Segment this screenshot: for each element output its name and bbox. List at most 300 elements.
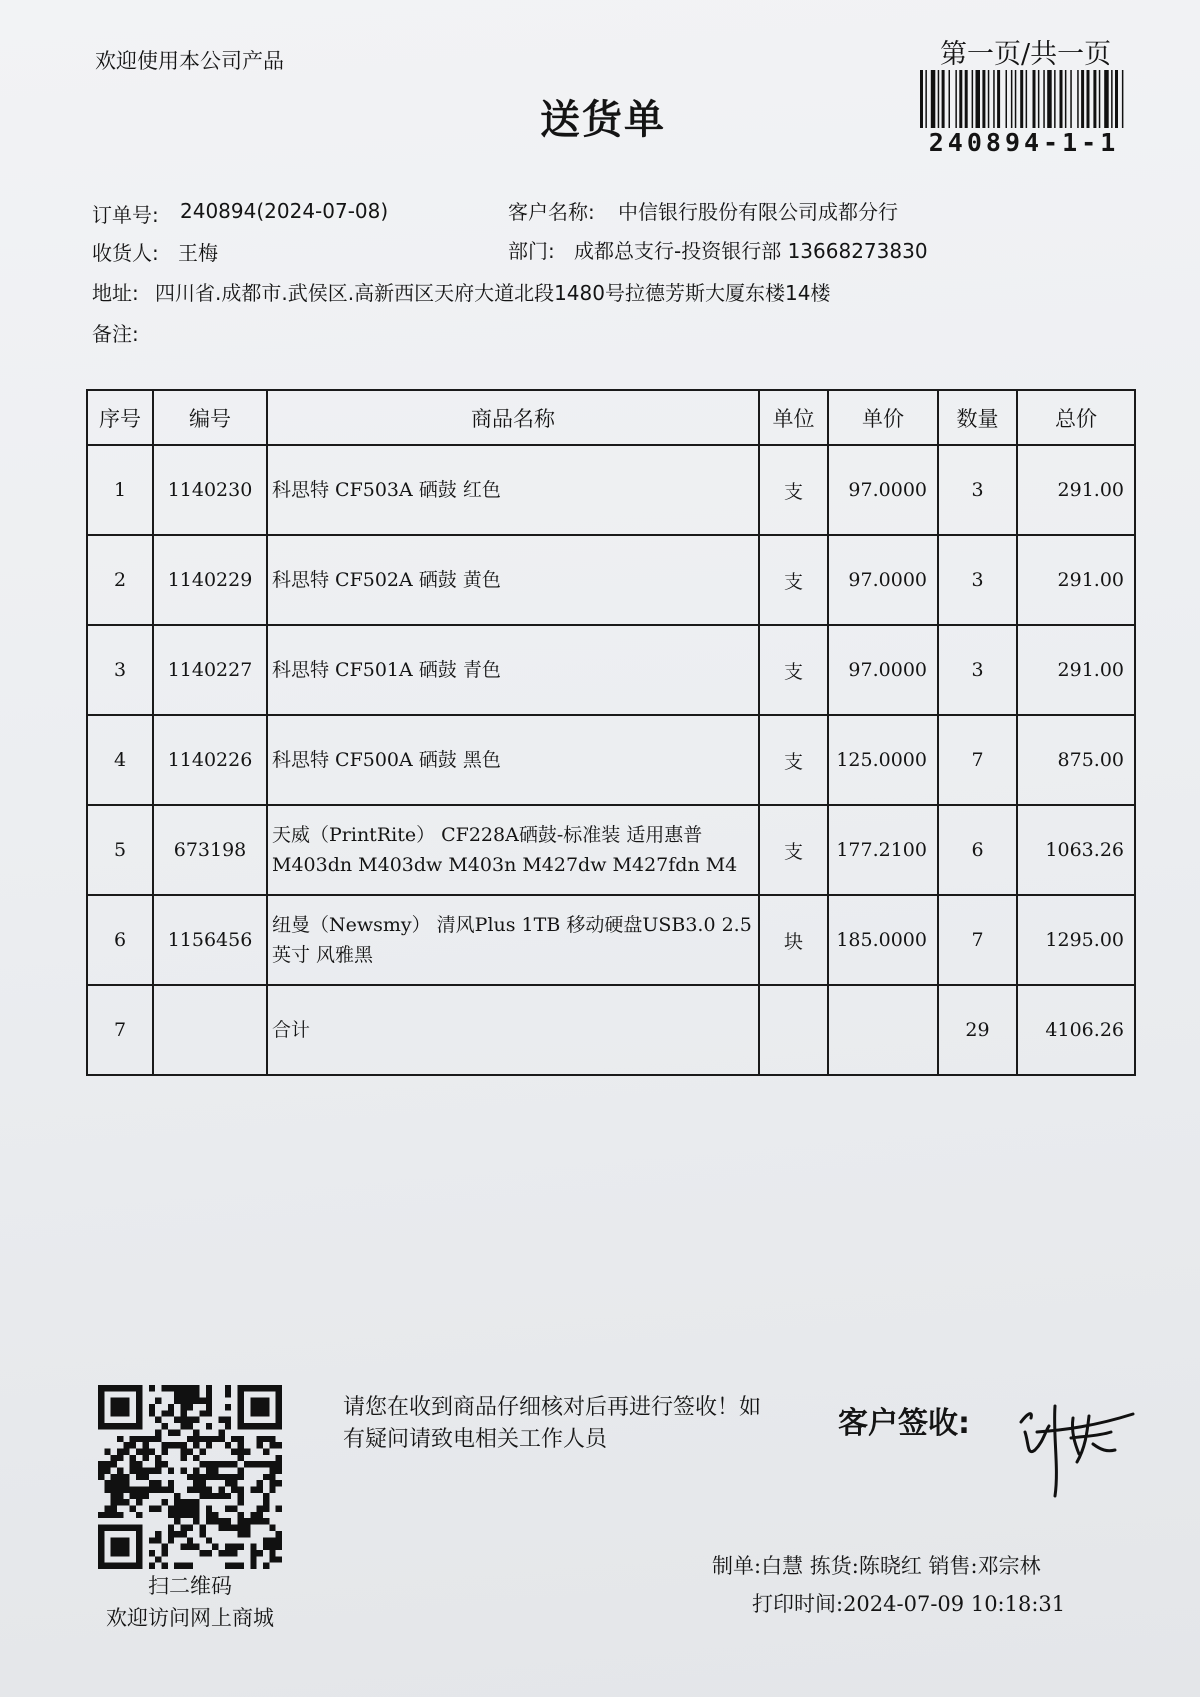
qr-module — [168, 1442, 174, 1448]
qr-module — [155, 1480, 161, 1486]
qr-module — [155, 1487, 161, 1493]
row-quantity: 7 — [938, 895, 1017, 985]
qr-module — [111, 1506, 117, 1512]
qr-module — [250, 1550, 256, 1556]
qr-module — [238, 1404, 244, 1410]
qr-module — [111, 1563, 117, 1569]
qr-module — [155, 1398, 161, 1404]
header-product-name: 商品名称 — [267, 390, 759, 445]
qr-module — [231, 1550, 237, 1556]
barcode-bar — [1065, 70, 1067, 128]
qr-module — [193, 1499, 199, 1505]
qr-module — [187, 1448, 193, 1454]
header-unit-price: 单价 — [828, 390, 938, 445]
qr-module — [238, 1525, 244, 1531]
remark-label: 备注: — [92, 322, 139, 346]
qr-module — [250, 1385, 256, 1391]
qr-module — [276, 1480, 282, 1486]
qr-module — [136, 1563, 142, 1569]
row-code: 1140230 — [153, 445, 267, 535]
qr-code[interactable] — [98, 1385, 282, 1569]
qr-module — [136, 1474, 142, 1480]
qr-module — [161, 1544, 167, 1550]
qr-module — [155, 1537, 161, 1543]
qr-module — [206, 1512, 212, 1518]
qr-module — [206, 1474, 212, 1480]
qr-module — [149, 1404, 155, 1410]
qr-module — [269, 1474, 275, 1480]
qr-module — [231, 1563, 237, 1569]
qr-module — [155, 1461, 161, 1467]
qr-module — [276, 1423, 282, 1429]
qr-module — [225, 1518, 231, 1524]
qr-module — [187, 1512, 193, 1518]
qr-module — [276, 1461, 282, 1467]
table-row — [87, 625, 1135, 715]
qr-module — [257, 1550, 263, 1556]
qr-module — [104, 1461, 110, 1467]
row-quantity: 7 — [938, 715, 1017, 805]
qr-module — [269, 1442, 275, 1448]
qr-module — [269, 1544, 275, 1550]
qr-module — [244, 1423, 250, 1429]
qr-module — [174, 1391, 180, 1397]
qr-module — [263, 1474, 269, 1480]
qr-module — [136, 1436, 142, 1442]
qr-module — [98, 1531, 104, 1537]
row-unit-price: 177.2100 — [828, 805, 938, 895]
qr-module — [187, 1525, 193, 1531]
qr-module — [206, 1487, 212, 1493]
qr-module — [206, 1442, 212, 1448]
row-unit: 支 — [759, 535, 828, 625]
qr-module — [193, 1487, 199, 1493]
qr-module — [200, 1461, 206, 1467]
qr-module — [123, 1544, 129, 1550]
qr-module — [174, 1442, 180, 1448]
qr-module — [225, 1480, 231, 1486]
qr-module — [212, 1544, 218, 1550]
barcode-bar — [1077, 70, 1079, 128]
qr-module — [206, 1518, 212, 1524]
qr-module — [111, 1512, 117, 1518]
qr-module — [238, 1442, 244, 1448]
row-product-name: 纽曼（Newsmy） 清风Plus 1TB 移动硬盘USB3.0 2.5英寸 风雅黑 — [267, 895, 759, 985]
barcode-bar — [993, 70, 995, 128]
qr-module — [263, 1493, 269, 1499]
qr-module — [219, 1487, 225, 1493]
barcode-bar — [1122, 70, 1124, 128]
qr-module — [219, 1474, 225, 1480]
qr-module — [180, 1525, 186, 1531]
qr-module — [219, 1429, 225, 1435]
qr-module — [180, 1404, 186, 1410]
qr-module — [244, 1525, 250, 1531]
qr-module — [117, 1550, 123, 1556]
qr-module — [111, 1487, 117, 1493]
qr-module — [136, 1385, 142, 1391]
qr-module — [231, 1506, 237, 1512]
qr-module — [225, 1493, 231, 1499]
qr-module — [225, 1544, 231, 1550]
qr-module — [136, 1556, 142, 1562]
qr-module — [180, 1544, 186, 1550]
qr-module — [104, 1563, 110, 1569]
department-value: 成都总支行-投资银行部 13668273830 — [574, 239, 928, 263]
qr-module — [238, 1512, 244, 1518]
qr-module — [219, 1550, 225, 1556]
qr-module — [117, 1455, 123, 1461]
barcode-bar — [1054, 70, 1056, 128]
qr-module — [187, 1391, 193, 1397]
qr-module — [149, 1480, 155, 1486]
qr-module — [130, 1487, 136, 1493]
qr-module — [130, 1385, 136, 1391]
qr-module — [212, 1461, 218, 1467]
qr-module — [200, 1531, 206, 1537]
row-quantity: 3 — [938, 535, 1017, 625]
qr-module — [123, 1474, 129, 1480]
qr-module — [193, 1544, 199, 1550]
qr-module — [238, 1455, 244, 1461]
row-product-name: 天威（PrintRite） CF228A硒鼓-标准装 适用惠普M403dn M403dw M403n M427dw M427fdn M4 — [267, 805, 759, 895]
qr-module — [269, 1461, 275, 1467]
qr-module — [155, 1506, 161, 1512]
qr-module — [263, 1423, 269, 1429]
qr-module — [174, 1512, 180, 1518]
qr-module — [187, 1474, 193, 1480]
qr-module — [238, 1493, 244, 1499]
qr-module — [276, 1544, 282, 1550]
qr-module — [180, 1423, 186, 1429]
qr-caption-mall: 欢迎访问网上商城 — [106, 1606, 274, 1630]
staff-info: 制单:白慧 拣货:陈晓红 销售:邓宗林 — [712, 1554, 1041, 1578]
barcode-bar — [942, 70, 945, 128]
qr-module — [161, 1550, 167, 1556]
barcode-bar — [1026, 70, 1028, 128]
qr-module — [238, 1518, 244, 1524]
qr-module — [276, 1404, 282, 1410]
qr-module — [257, 1480, 263, 1486]
qr-module — [187, 1544, 193, 1550]
qr-module — [206, 1467, 212, 1473]
qr-module — [180, 1506, 186, 1512]
qr-module — [238, 1423, 244, 1429]
row-code: 1140226 — [153, 715, 267, 805]
qr-module — [244, 1531, 250, 1537]
qr-module — [269, 1385, 275, 1391]
header-quantity: 数量 — [938, 390, 1017, 445]
qr-module — [238, 1398, 244, 1404]
barcode-bar — [972, 70, 974, 128]
qr-module — [117, 1512, 123, 1518]
qr-module — [238, 1467, 244, 1473]
qr-module — [117, 1563, 123, 1569]
qr-module — [257, 1442, 263, 1448]
barcode-bar — [1081, 70, 1084, 128]
print-time: 打印时间:2024-07-09 10:18:31 — [752, 1592, 1066, 1616]
barcode-bar — [925, 70, 927, 128]
qr-module — [104, 1467, 110, 1473]
qr-module — [200, 1474, 206, 1480]
qr-module — [117, 1467, 123, 1473]
grand-total: 4106.26 — [1017, 985, 1135, 1075]
qr-module — [136, 1448, 142, 1454]
qr-module — [149, 1487, 155, 1493]
qr-module — [123, 1480, 129, 1486]
qr-module — [98, 1417, 104, 1423]
qr-module — [117, 1480, 123, 1486]
qr-module — [206, 1461, 212, 1467]
qr-module — [149, 1550, 155, 1556]
qr-module — [206, 1385, 212, 1391]
qr-module — [200, 1410, 206, 1416]
qr-module — [98, 1544, 104, 1550]
row-unit — [759, 985, 828, 1075]
qr-module — [149, 1537, 155, 1543]
qr-module — [180, 1391, 186, 1397]
qr-module — [276, 1467, 282, 1473]
qr-module — [155, 1417, 161, 1423]
barcode-bar — [997, 70, 1000, 128]
qr-module — [98, 1525, 104, 1531]
qr-module — [142, 1436, 148, 1442]
qr-module — [276, 1398, 282, 1404]
qr-module — [225, 1404, 231, 1410]
qr-module — [174, 1417, 180, 1423]
row-code: 1156456 — [153, 895, 267, 985]
qr-module — [111, 1550, 117, 1556]
qr-module — [136, 1544, 142, 1550]
qr-module — [180, 1563, 186, 1569]
qr-module — [142, 1474, 148, 1480]
qr-module — [136, 1404, 142, 1410]
qr-module — [123, 1442, 129, 1448]
qr-module — [212, 1467, 218, 1473]
row-index: 7 — [87, 985, 153, 1075]
qr-module — [257, 1512, 263, 1518]
barcode-bar — [1020, 70, 1023, 128]
qr-module — [193, 1398, 199, 1404]
qr-module — [142, 1487, 148, 1493]
barcode-bar — [938, 70, 940, 128]
qr-module — [123, 1410, 129, 1416]
qr-module — [276, 1455, 282, 1461]
qr-module — [123, 1404, 129, 1410]
qr-module — [130, 1455, 136, 1461]
qr-module — [117, 1544, 123, 1550]
qr-module — [212, 1512, 218, 1518]
qr-module — [219, 1493, 225, 1499]
qr-module — [142, 1467, 148, 1473]
qr-module — [231, 1487, 237, 1493]
qr-module — [111, 1499, 117, 1505]
qr-module — [161, 1448, 167, 1454]
qr-module — [269, 1556, 275, 1562]
qr-module — [111, 1410, 117, 1416]
qr-module — [187, 1506, 193, 1512]
qr-module — [117, 1537, 123, 1543]
row-total: 291.00 — [1017, 625, 1135, 715]
customer-signature — [1015, 1392, 1150, 1512]
qr-module — [130, 1436, 136, 1442]
qr-module — [142, 1442, 148, 1448]
qr-module — [257, 1410, 263, 1416]
qr-module — [187, 1487, 193, 1493]
row-unit: 支 — [759, 805, 828, 895]
qr-module — [161, 1487, 167, 1493]
qr-module — [111, 1544, 117, 1550]
address-label: 地址: — [92, 281, 139, 305]
qr-module — [123, 1525, 129, 1531]
barcode-bar — [1115, 70, 1118, 128]
qr-module — [193, 1385, 199, 1391]
qr-module — [123, 1398, 129, 1404]
qr-module — [187, 1423, 193, 1429]
qr-module — [250, 1563, 256, 1569]
qr-module — [130, 1461, 136, 1467]
qr-module — [206, 1423, 212, 1429]
qr-module — [123, 1537, 129, 1543]
qr-module — [206, 1404, 212, 1410]
row-product-name: 科思特 CF500A 硒鼓 黑色 — [267, 715, 759, 805]
table-row — [87, 535, 1135, 625]
qr-module — [180, 1410, 186, 1416]
qr-module — [174, 1499, 180, 1505]
document-title: 送货单 — [540, 97, 666, 143]
qr-module — [225, 1417, 231, 1423]
qr-module — [98, 1537, 104, 1543]
qr-module — [263, 1518, 269, 1524]
qr-module — [193, 1417, 199, 1423]
qr-module — [212, 1436, 218, 1442]
qr-module — [111, 1404, 117, 1410]
row-code: 1140227 — [153, 625, 267, 715]
qr-module — [180, 1512, 186, 1518]
qr-module — [104, 1423, 110, 1429]
qr-module — [187, 1499, 193, 1505]
qr-module — [238, 1410, 244, 1416]
row-quantity: 3 — [938, 625, 1017, 715]
qr-module — [193, 1467, 199, 1473]
barcode-bar — [1047, 70, 1052, 128]
qr-module — [244, 1448, 250, 1454]
qr-module — [161, 1442, 167, 1448]
qr-module — [117, 1448, 123, 1454]
barcode-bar — [1104, 70, 1109, 128]
qr-module — [187, 1563, 193, 1569]
qr-module — [225, 1385, 231, 1391]
qr-module — [136, 1512, 142, 1518]
receiver-label: 收货人: — [92, 241, 159, 265]
qr-module — [142, 1493, 148, 1499]
qr-module — [111, 1385, 117, 1391]
barcode-bar — [1070, 70, 1072, 128]
qr-module — [257, 1461, 263, 1467]
qr-module — [174, 1493, 180, 1499]
qr-module — [276, 1506, 282, 1512]
row-unit: 支 — [759, 445, 828, 535]
qr-module — [257, 1398, 263, 1404]
qr-module — [123, 1487, 129, 1493]
qr-module — [250, 1556, 256, 1562]
qr-module — [250, 1398, 256, 1404]
row-total: 1063.26 — [1017, 805, 1135, 895]
qr-module — [250, 1487, 256, 1493]
qr-module — [250, 1544, 256, 1550]
qr-module — [98, 1474, 104, 1480]
qr-module — [250, 1404, 256, 1410]
qr-module — [149, 1410, 155, 1416]
qr-module — [180, 1398, 186, 1404]
qr-module — [225, 1461, 231, 1467]
qr-module — [174, 1385, 180, 1391]
qr-module — [238, 1448, 244, 1454]
qr-module — [193, 1455, 199, 1461]
row-unit-price: 97.0000 — [828, 445, 938, 535]
barcode-bar — [955, 70, 957, 128]
qr-module — [238, 1391, 244, 1397]
qr-module — [219, 1417, 225, 1423]
qr-module — [193, 1436, 199, 1442]
qr-module — [269, 1550, 275, 1556]
qr-module — [130, 1467, 136, 1473]
barcode-bar — [1060, 70, 1063, 128]
qr-module — [117, 1493, 123, 1499]
barcode-bar — [931, 70, 936, 128]
table-header-row — [87, 390, 1135, 445]
qr-module — [161, 1563, 167, 1569]
qr-module — [187, 1404, 193, 1410]
qr-module — [117, 1423, 123, 1429]
qr-module — [142, 1448, 148, 1454]
row-index: 3 — [87, 625, 153, 715]
qr-module — [193, 1429, 199, 1435]
qr-module — [111, 1398, 117, 1404]
qr-module — [219, 1461, 225, 1467]
qr-module — [168, 1410, 174, 1416]
qr-module — [263, 1544, 269, 1550]
qr-module — [263, 1404, 269, 1410]
row-total: 291.00 — [1017, 445, 1135, 535]
qr-module — [200, 1550, 206, 1556]
qr-module — [98, 1467, 104, 1473]
row-total: 1295.00 — [1017, 895, 1135, 985]
qr-module — [276, 1537, 282, 1543]
barcode-bar — [1111, 70, 1113, 128]
row-product-name: 科思特 CF503A 硒鼓 红色 — [267, 445, 759, 535]
qr-module — [180, 1467, 186, 1473]
qr-module — [136, 1525, 142, 1531]
qr-module — [136, 1423, 142, 1429]
qr-module — [263, 1499, 269, 1505]
header-total: 总价 — [1017, 390, 1135, 445]
qr-module — [276, 1531, 282, 1537]
qr-module — [212, 1518, 218, 1524]
qr-module — [263, 1563, 269, 1569]
qr-module — [269, 1537, 275, 1543]
qr-module — [263, 1410, 269, 1416]
qr-module — [200, 1398, 206, 1404]
qr-module — [193, 1442, 199, 1448]
qr-module — [98, 1563, 104, 1569]
qr-module — [155, 1436, 161, 1442]
qr-module — [111, 1525, 117, 1531]
barcode-bar — [1038, 70, 1040, 128]
order-number-label: 订单号: — [92, 203, 159, 227]
row-quantity: 3 — [938, 445, 1017, 535]
qr-module — [98, 1512, 104, 1518]
